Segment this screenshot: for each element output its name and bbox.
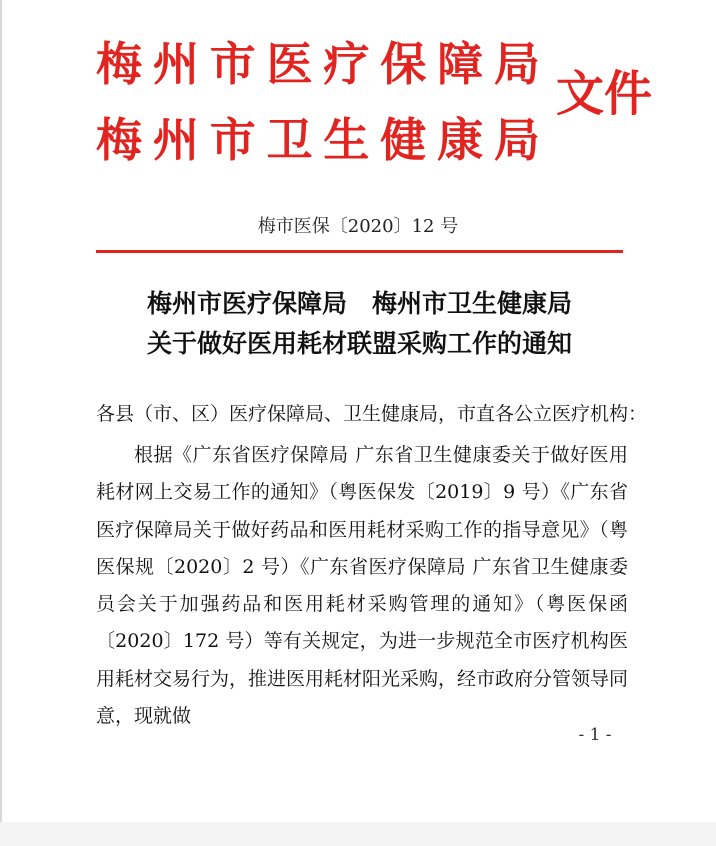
letterhead-char: 州	[152, 37, 199, 91]
letterhead-char: 市	[209, 113, 256, 167]
body-paragraph: 根据《广东省医疗保障局 广东省卫生健康委关于做好医用耗材网上交易工作的通知》（粤医保发〔2019〕9 号）《广东省医疗保障局关于做好药品和医用耗材采购工作的指导意见》（粤医保规〔2020〕2 号）《广东省医疗保障局 广东省卫生健康委员会关于加强药品和医用耗材采购管理的通知》（粤医保函〔2020〕172 号）等有关规定，为进一步规范全市医疗机构医用耗材交易行为，推进医用耗材阳光采购，经市政府分管领导同意，现就做	[96, 444, 629, 728]
letterhead-char: 保	[380, 37, 427, 91]
letterhead-char: 卫	[266, 113, 313, 167]
letterhead-char: 市	[209, 37, 256, 91]
document-number: 梅市医保〔2020〕12 号	[257, 216, 459, 237]
document-title-line-1: 梅州市医疗保障局 梅州市卫生健康局	[146, 289, 572, 318]
letterhead-char: 健	[380, 113, 427, 167]
letterhead-char: 梅	[96, 113, 142, 167]
page-edge	[0, 0, 2, 846]
letterhead-char: 梅	[96, 37, 142, 91]
letterhead-agency-2	[96, 112, 540, 168]
salutation: 各县（市、区）医疗保障局、卫生健康局，市直各公立医疗机构：	[96, 403, 648, 425]
letterhead-char: 康	[437, 113, 484, 167]
letterhead-doc-type: 文件	[556, 66, 653, 122]
letterhead-char: 医	[266, 37, 313, 91]
letterhead-char: 障	[437, 37, 484, 91]
letterhead-char: 疗	[323, 37, 370, 91]
page-number: - 1 -	[578, 725, 612, 745]
page-bottom-margin	[0, 822, 716, 846]
document-title-line-2: 关于做好医用耗材联盟采购工作的通知	[146, 329, 572, 358]
letterhead-char: 州	[152, 113, 199, 167]
letterhead-char: 局	[493, 37, 540, 91]
letterhead-agency-1	[96, 36, 540, 92]
letterhead-char: 生	[323, 113, 370, 167]
letterhead-char: 局	[493, 113, 540, 167]
red-separator-line	[96, 250, 623, 253]
